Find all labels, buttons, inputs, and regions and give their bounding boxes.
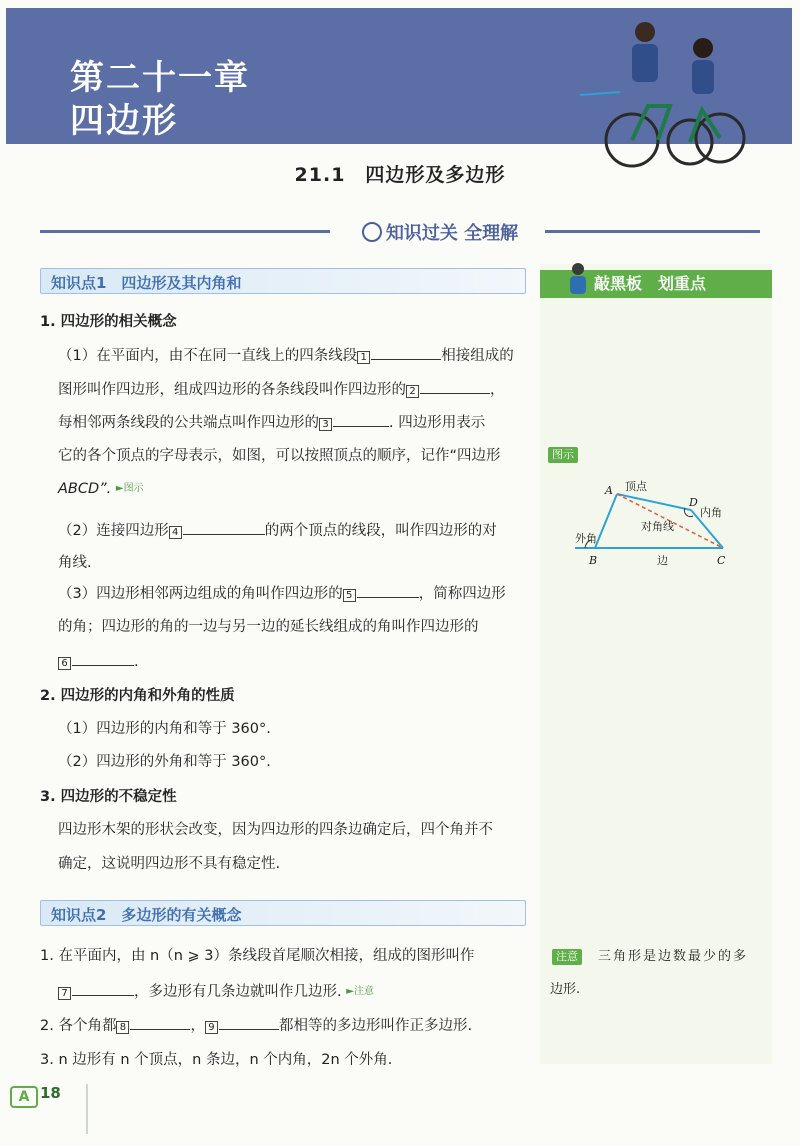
kp1-heading-1: 1. 四边形的相关概念 (40, 314, 177, 330)
kp1-line-13: 四边形木架的形状会改变，因为四边形的四条边确定后，四个角并不 (58, 822, 493, 838)
chapter-name: 四边形 (70, 100, 178, 141)
label-vertex: 顶点 (625, 480, 647, 493)
kp1-line-4: 它的各个顶点的字母表示，如图，可以按照顶点的顺序，记作“四边形 (58, 448, 501, 464)
kp1-line-14: 确定，这说明四边形不具有稳定性. (58, 856, 281, 872)
label-diagonal: 对角线 (641, 520, 674, 533)
label-inner-angle: 内角 (700, 506, 722, 519)
blank-number: 2 (406, 385, 419, 398)
blank-6[interactable] (72, 652, 134, 666)
blank-number: 9 (205, 1021, 218, 1034)
book-logo-icon: A (10, 1086, 38, 1108)
label-side: 边 (657, 554, 668, 567)
label-D: D (689, 496, 698, 509)
kp1-line-11: （1）四边形的内角和等于 360°. (58, 721, 271, 737)
blank-number: 8 (116, 1021, 129, 1034)
divider-text: 知识过关 全理解 (385, 223, 519, 244)
page-number-text: 18 (40, 1084, 61, 1102)
kp2-line-2: 7 ，多边形有几条边就叫作几边形. ►注意 (58, 982, 374, 1002)
figure-tag[interactable]: ►图示 (115, 483, 144, 494)
sidebar-note-line-2: 边形. (550, 982, 581, 997)
sidebar-header (540, 270, 772, 298)
quadrilateral-diagram (575, 470, 765, 580)
blank-9[interactable] (219, 1016, 279, 1030)
kp1-line-6: （2）连接四边形 4 的两个顶点的线段，叫作四边形的对 (58, 523, 497, 539)
side-AB (595, 494, 617, 548)
blank-number: 4 (169, 526, 182, 539)
blank-number: 1 (357, 351, 370, 364)
knowledge-point-2-header (40, 900, 526, 926)
label-C: C (717, 554, 726, 567)
blank-8[interactable] (130, 1016, 190, 1030)
kp1-line-5: ABCD”. ►图示 (58, 481, 144, 497)
kp1-line-1: （1）在平面内，由不在同一直线上的四条线段 1 相接组成的 (58, 348, 514, 364)
kp2-line-3: 2. 各个角都 8 ， 9 都相等的多边形叫作正多边形. (40, 1018, 473, 1034)
sidebar-figure-tag: 图示 (548, 447, 578, 463)
chapter-title (70, 58, 250, 144)
sidebar-title: 敲黑板 划重点 (594, 274, 707, 293)
label-B: B (589, 554, 598, 567)
kp1-line-3: 每相邻两条线段的公共端点叫作四边形的 3 . 四边形用表示 (58, 415, 486, 431)
kp1-line-10: 6 . (58, 652, 139, 672)
kp1-line-9: 的角；四边形的角的一边与另一边的延长线组成的角叫作四边形的 (58, 619, 479, 635)
section-title: 21.1 四边形及多边形 (294, 164, 506, 186)
blank-1[interactable] (371, 346, 441, 360)
section-divider (40, 216, 760, 246)
cyclists-illustration (560, 10, 780, 180)
divider-line-left (40, 230, 330, 233)
label-outer-angle: 外角 (575, 532, 597, 545)
blank-5[interactable] (357, 584, 419, 598)
student-icon (566, 262, 590, 296)
side-AD (617, 494, 691, 510)
blank-number: 3 (319, 418, 332, 431)
kp2-line-1: 1. 在平面内，由 n（n ⩾ 3）条线段首尾顺次相接，组成的图形叫作 (40, 948, 475, 964)
kp2-line-4: 3. n 边形有 n 个顶点，n 条边，n 个内角，2n 个外角. (40, 1052, 393, 1068)
kp1-line-2: 图形叫作四边形，组成四边形的各条线段叫作四边形的 2 ， (58, 382, 505, 398)
page-number (10, 1084, 80, 1112)
knowledge-point-1-header (40, 268, 526, 294)
blank-7[interactable] (72, 982, 134, 996)
blank-4[interactable] (183, 521, 265, 535)
kp1-heading-2: 2. 四边形的内角和外角的性质 (40, 688, 235, 704)
divider-label (340, 219, 540, 245)
kp1-line-12: （2）四边形的外角和等于 360°. (58, 754, 271, 770)
sidebar-note-line-1: 三角形是边数最少的多 (598, 949, 749, 964)
blank-number: 5 (343, 589, 356, 602)
divider-line-right (545, 230, 760, 233)
label-A: A (605, 484, 613, 497)
kp1-heading-3: 3. 四边形的不稳定性 (40, 789, 177, 805)
blank-number: 7 (58, 987, 71, 1000)
kp2-title: 知识点2 多边形的有关概念 (51, 906, 242, 924)
refresh-icon (362, 222, 382, 242)
chapter-number: 第二十一章 (70, 58, 250, 98)
blank-number: 6 (58, 657, 71, 670)
kp1-line-7: 角线. (58, 555, 92, 571)
sidebar-note-tag: 注意 (552, 949, 582, 965)
blank-3[interactable] (333, 413, 389, 427)
kp1-title: 知识点1 四边形及其内角和 (51, 274, 242, 292)
page-margin-line (86, 1084, 88, 1134)
kp1-line-8: （3）四边形相邻两边组成的角叫作四边形的 5 ，简称四边形 (58, 586, 506, 602)
sidebar (540, 264, 772, 1064)
blank-2[interactable] (420, 380, 490, 394)
note-tag[interactable]: ►注意 (346, 986, 374, 997)
